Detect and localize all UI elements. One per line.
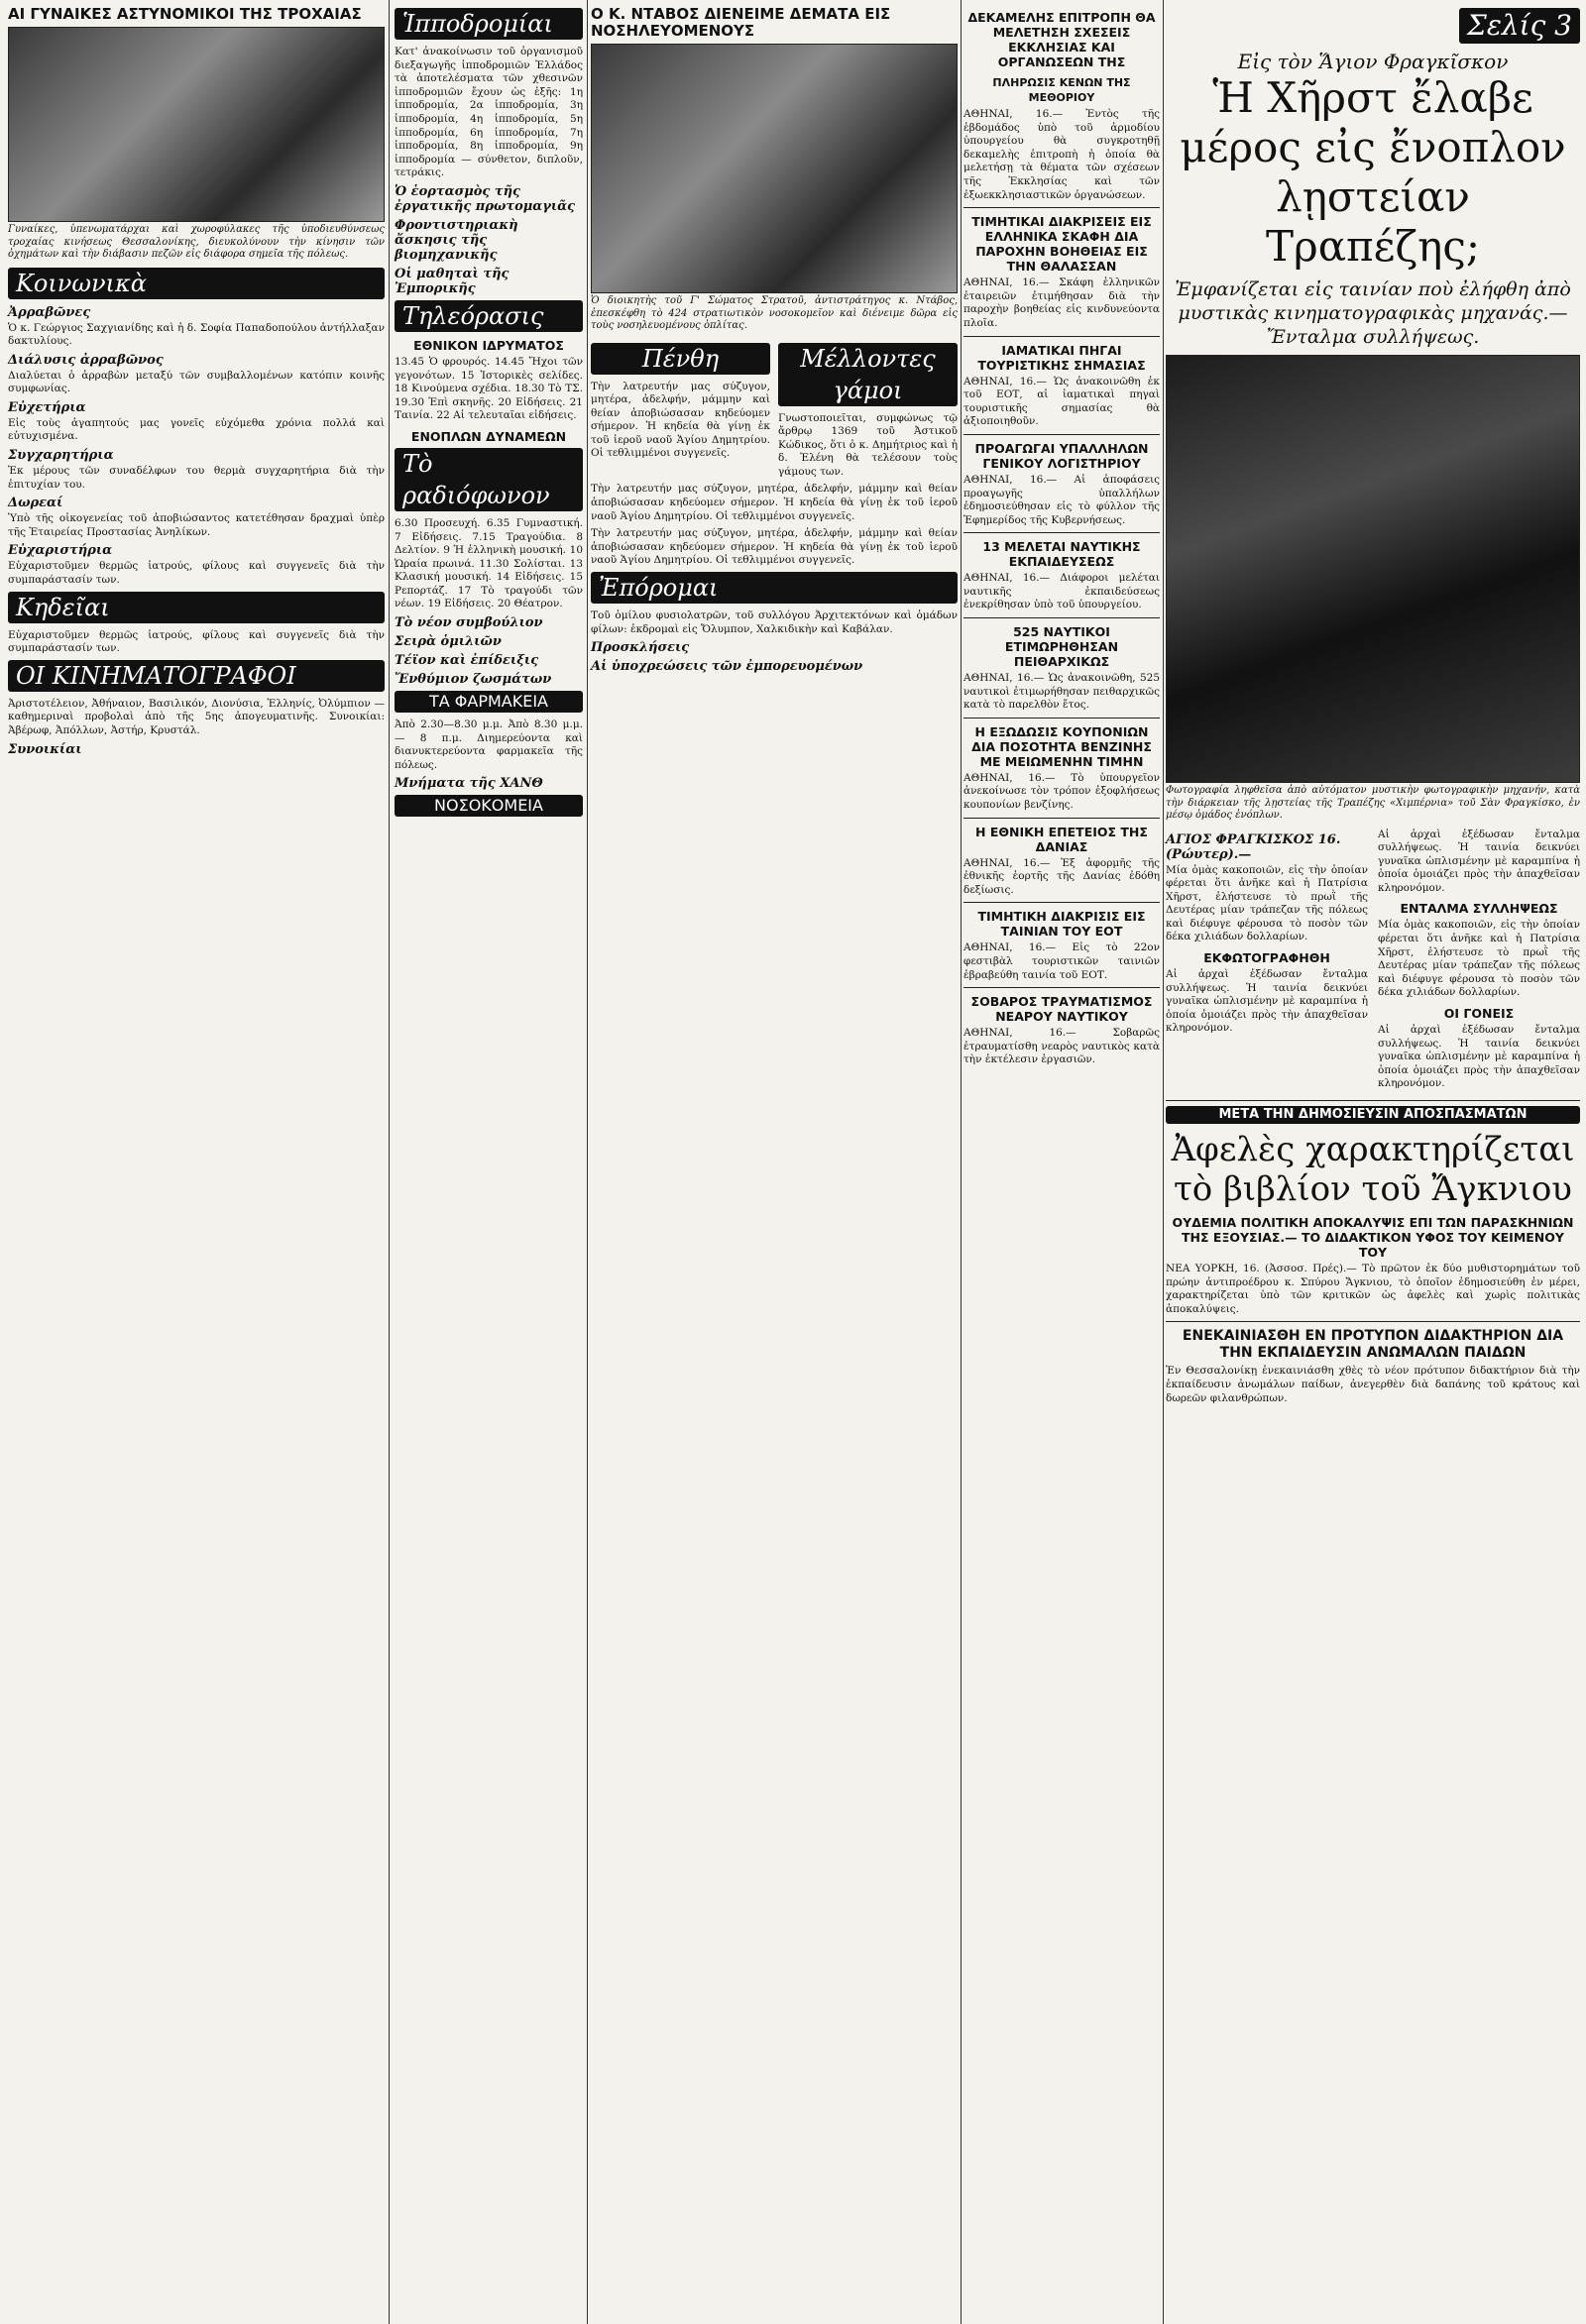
subhead-parents: ΟΙ ΓΟΝΕΙΣ bbox=[1443, 1006, 1515, 1022]
misc-sub: Οἱ μαθηταὶ τῆς Ἐμπορικῆς bbox=[395, 266, 510, 296]
misc-sub: Σειρὰ ὁμιλιῶν bbox=[395, 634, 502, 650]
social-sub: Ἀρραβῶνες bbox=[8, 304, 91, 320]
weddings-text: Γνωστοποιεῖται, συμφώνως τῷ ἄρθρῳ 1369 τοῦ Ἀστικοῦ Κώδικος, ὅτι ὁ κ. Δημήτριος καὶ ἡ δ. Ἑλένη θὰ τελέσουν τοὺς γάμους των. bbox=[778, 411, 958, 478]
racing-heading: Ἱπποδρομίαι bbox=[395, 8, 583, 40]
springs-text: ΑΘΗΝΑΙ, 16.— Ὡς ἀνακοινῶθη ἐκ τοῦ ΕΟΤ, αἱ ἰαματικαὶ πηγαὶ τουριστικῆς σημασίας θὰ ἀξιοποιηθοῦν. bbox=[963, 375, 1160, 428]
headline-denmark: Η ΕΘΝΙΚΗ ΕΠΕΤΕΙΟΣ ΤΗΣ ΔΑΝΙΑΣ bbox=[975, 824, 1148, 854]
social-text: Εὐχαριστοῦμεν θερμῶς ἰατρούς, φίλους καὶ συγγενεῖς διὰ τὴν συμπαράστασίν των. bbox=[8, 560, 385, 587]
excursions-text: Τοῦ ὁμίλου φυσιολατρῶν, τοῦ συλλόγου Ἀρχιτεκτόνων καὶ ὁμάδων φίλων: ἐκδρομαὶ εἰς Ὄλυμπον, Χαλκιδικὴν καὶ Καβάλαν. bbox=[591, 609, 958, 635]
social-text: Εἰς τοὺς ἀγαπητούς μας γονεῖς εὐχόμεθα χρόνια πολλά καὶ εὐτυχισμένα. bbox=[8, 416, 385, 443]
misc-sub: Ὁ ἑορτασμὸς τῆς ἐργατικῆς πρωτομαγιᾶς bbox=[395, 183, 576, 214]
headline-ships: ΤΙΜΗΤΙΚΑΙ ΔΙΑΚΡΙΣΕΙΣ ΕΙΣ ΕΛΛΗΝΙΚΑ ΣΚΑΦΗ ΔΙΑ ΠΑΡΟΧΗΝ ΒΟΗΘΕΙΑΣ ΕΙΣ ΤΗΝ ΘΑΛΑΣΣΑΝ bbox=[971, 214, 1152, 275]
cinema-text: Ἀριστοτέλειον, Ἀθήναιον, Βασιλικόν, Διονύσια, Ἐλληνίς, Ὀλύμπιον — καθημεριναὶ προβολαὶ ἀπὸ τῆς 5ης ἀπογευματινῆς. Συνοικίαι: Ἀβέρωφ, Ἀπόλλων, Ἀστήρ, Κρυστάλ. bbox=[8, 697, 385, 736]
caption-traffic-police: Γυναίκες, ὑπενωματάρχαι καὶ χωροφύλακες τῆς ὑποδιευθύνσεως τροχαίας κινήσεως Θεσσαλονίκης, διευκολύνουν τὴν κίνησιν τῶν ὀχημάτων καὶ τὴν διάβασιν πεζῶν εἰς διάφορα σημεῖα τῆς πόλεως. bbox=[8, 224, 385, 260]
naval-studies-text: ΑΘΗΝΑΙ, 16.— Διάφοροι μελέται ναυτικῆς ἐκπαιδεύσεως ἐνεκρίθησαν ὑπὸ τοῦ ὑπουργείου. bbox=[963, 572, 1160, 611]
weddings-block bbox=[778, 339, 958, 484]
hospitals-heading: ΝΟΣΟΚΟΜΕΙΑ bbox=[395, 795, 583, 817]
photo-traffic-police bbox=[8, 27, 385, 222]
tv-channel: ΕΘΝΙΚΟΝ ΙΔΡΥΜΑΤΟΣ bbox=[413, 337, 564, 353]
headline-coupons: Η ΕΞΩΔΩΣΙΣ ΚΟΥΠΟΝΙΩΝ ΔΙΑ ΠΟΣΟΤΗΤΑ ΒΕΝΖΙΝΗΣ ΜΕ ΜΕΙΩΜΕΝΗΝ ΤΙΜΗΝ bbox=[971, 723, 1152, 769]
social-text: Ὑπὸ τῆς οἰκογενείας τοῦ ἀποβιώσαντος κατετέθησαν δραχμαὶ ὑπὲρ τῆς Ἑταιρείας Προστασίας Ἀνηλίκων. bbox=[8, 512, 385, 538]
mourning-text: Τὴν λατρευτήν μας σύζυγον, μητέρα, ἀδελφήν, μάμμην καὶ θείαν ἀποβιώσασαν κηδεύομεν σήμερον. Ἡ κηδεία θὰ γίνῃ ἐκ τοῦ ἱεροῦ ναοῦ Ἁγίου Δημητρίου. Οἱ τεθλιμμένοι συγγενεῖς. bbox=[591, 380, 770, 460]
coupons-text: ΑΘΗΝΑΙ, 16.— Τὸ ὑπουργεῖον ἀνεκοίνωσε τὸν τρόπον ἐξοφλήσεως κουπονίων βενζίνης. bbox=[963, 771, 1160, 812]
radio-text: 6.30 Προσευχή. 6.35 Γυμναστική. 7 Εἰδήσεις. 7.15 Τραγούδια. 8 Δελτίον. 9 Ἡ ἑλληνικὴ μουσική. 10 Ὡραία πρωινά. 11.30 Σολίσται. 13 Κλασική μουσική. 14 Εἰδήσεις. 15 Ρεπορτάζ. 17 Τὸ τραγούδι τῶν νέων. 19 Εἰδήσεις. 20 Θέατρον. bbox=[395, 516, 583, 610]
hearst-story-row bbox=[1166, 829, 1580, 1096]
misc-sub: Μνήματα τῆς ΧΑΝΘ bbox=[395, 776, 543, 792]
headline-injury: ΣΟΒΑΡΟΣ ΤΡΑΥΜΑΤΙΣΜΟΣ ΝΕΑΡΟΥ ΝΑΥΤΙΚΟΥ bbox=[970, 994, 1153, 1025]
agnew-kicker: ΜΕΤΑ ΤΗΝ ΔΗΜΟΣΙΕΥΣΙΝ ΑΠΟΣΠΑΣΜΑΤΩΝ bbox=[1166, 1106, 1580, 1124]
tv-text: 13.45 Ὁ φρουρός. 14.45 Ἤχοι τῶν γεγονότων. 15 Ἰστορικὲς σελίδες. 18 Κινούμενα σχέδια. 18.30 Τὸ ΤΣ. 19.30 Ἐπὶ σκηνῆς. 20 Εἰδήσεις. 21 Ταινία. 22 Αἱ τελευταῖαι εἰδήσεις. bbox=[395, 355, 583, 422]
mourning-block bbox=[591, 339, 770, 484]
promotions-text: ΑΘΗΝΑΙ, 16.— Αἱ ἀποφάσεις προαγωγῆς ὑπαλλήλων ἐδημοσιεύθησαν εἰς τὸ φύλλον τῆς Ἐφημερίδος τῆς Κυβερνήσεως. bbox=[963, 473, 1160, 526]
weddings-heading: Μέλλοντες γάμοι bbox=[778, 343, 958, 406]
divider bbox=[963, 617, 1160, 618]
pharmacies-heading: ΤΑ ΦΑΡΜΑΚΕΙΑ bbox=[395, 691, 583, 713]
caption-ntavos: Ὁ διοικητὴς τοῦ Γ' Σώματος Στρατοῦ, ἀντιστράτηγος κ. Ντάβος, ἐπεσκέφθη τὸ 424 στρατιωτικὸν νοσοκομεῖον καὶ διένειμε δῶρα εἰς τοὺς νοσηλευομένους ὁπλίτας. bbox=[591, 295, 958, 331]
hearst-text-a: Μία ὁμὰς κακοποιῶν, εἰς τὴν ὁποίαν φέρεται ὅτι ἀνῆκε καὶ ἡ Πατρίσια Χῆρστ, ἐλήστευσε τὸ πρωῒ τῆς Δευτέρας μίαν τράπεζαν τῆς πόλεως καὶ διέφυγε φέρουσα τὸ ποσὸν τῶν δέκα χιλιάδων δολλαρίων. bbox=[1166, 863, 1368, 943]
section-badge: Σελίς 3 bbox=[1459, 8, 1580, 44]
column-4 bbox=[963, 4, 1160, 1071]
sailors-text: ΑΘΗΝΑΙ, 16.— Ὡς ἀνακοινῶθη, 525 ναυτικοὶ ἐτιμωρήθησαν πειθαρχικῶς κατὰ τὸ παρελθὸν ἔτος. bbox=[963, 672, 1160, 712]
divider bbox=[963, 207, 1160, 208]
school-text: Ἐν Θεσσαλονίκῃ ἐνεκαινιάσθη χθὲς τὸ νέον πρότυπον διδακτήριον διὰ τὴν ἐκπαίδευσιν ἀνωμάλων παίδων, ἀνεγερθὲν διὰ δαπάνης τοῦ κράτους καὶ δωρεῶν φιλανθρώπων. bbox=[1166, 1365, 1580, 1404]
mourning-weddings-row bbox=[591, 339, 958, 484]
section-badge-wrap bbox=[1166, 4, 1580, 50]
divider bbox=[963, 987, 1160, 988]
social-sub: Συγχαρητήρια bbox=[8, 448, 114, 464]
headline-naval-studies: 13 ΜΕΛΕΤΑΙ ΝΑΥΤΙΚΗΣ ΕΚΠΑΙΔΕΥΣΕΩΣ bbox=[982, 539, 1141, 570]
column-1 bbox=[8, 4, 385, 759]
tv-heading: Τηλεόρασις bbox=[395, 300, 583, 332]
food-heading: Ἔνθύμιον ζωσμάτων bbox=[395, 672, 552, 688]
dateline: ΑΓΙΟΣ ΦΡΑΓΚΙΣΚΟΣ 16. (Ρώυτερ).— bbox=[1166, 831, 1341, 862]
agnew-text: ΝΕΑ ΥΟΡΚΗ, 16. (Ἀσσοσ. Πρές).— Τὸ πρῶτον ἐκ δύο μυθιστορημάτων τοῦ πρώην ἀντιπροέδρου κ. Σπύρου Ἄγκνιου, τὸ ὁποῖον ἐδημοσιεύθη ἐν μέρει, χαρακτηρίζεται ὑπὸ τῶν κριτικῶν ὡς ἀφελὲς καὶ χωρὶς πολιτικὰς ἀποκαλύψεις. bbox=[1166, 1263, 1580, 1315]
misc-sub: Τέϊον καὶ ἐπίδειξις bbox=[395, 653, 539, 669]
mourning-text-3: Τὴν λατρευτήν μας σύζυγον, μητέρα, ἀδελφήν, μάμμην καὶ θείαν ἀποβιώσασαν κηδεύομεν σήμερον. Ἡ κηδεία θὰ γίνῃ ἐκ τοῦ ἱεροῦ ναοῦ Ἁγίου Δημητρίου. Οἱ τεθλιμμένοι συγγενεῖς. bbox=[591, 527, 958, 567]
column-3 bbox=[591, 4, 958, 676]
radio-heading: Τὸ ραδιόφωνον bbox=[395, 448, 583, 511]
divider bbox=[963, 336, 1160, 337]
social-text: Ὁ κ. Γεώργιος Σαχγιανίδης καὶ ἡ δ. Σοφία Παπαδοπούλου ἀντήλλαξαν δακτυλίους. bbox=[8, 321, 385, 348]
subhead-hearst: Ἐμφανίζεται εἰς ταινίαν ποὺ ἐλήφθη ἀπὸ μυστικὰς κινηματογραφικὰς μηχανάς.— Ἔνταλμα συλλήψεως. bbox=[1175, 278, 1571, 348]
headline-church-committee: ΔΕΚΑΜΕΛΗΣ ΕΠΙΤΡΟΠΗ ΘΑ ΜΕΛΕΤΗΣΗ ΣΧΕΣΕΙΣ ΕΚΚΛΗΣΙΑΣ ΚΑΙ ΟΡΓΑΝΩΣΕΩΝ ΤΗΣ bbox=[967, 10, 1156, 69]
social-sub: Εὐχαριστήρια bbox=[8, 543, 113, 559]
divider bbox=[1166, 1100, 1580, 1101]
hearst-story-right bbox=[1378, 829, 1580, 1096]
ships-text: ΑΘΗΝΑΙ, 16.— Σκάφη ἑλληνικῶν ἑταιρειῶν ἐτιμήθησαν διὰ τὴν παροχὴν βοηθείας εἰς κινδυνεύοντα πλοῖα. bbox=[963, 277, 1160, 329]
headline-ntavos: Ο Κ. ΝΤΑΒΟΣ ΔΙΕΝΕΙΜΕ ΔΕΜΑΤΑ ΕΙΣ ΝΟΣΗΛΕΥΟΜΕΝΟΥΣ bbox=[591, 5, 891, 40]
social-sub: Διάλυσις ἀρραβῶνος bbox=[8, 352, 164, 368]
funeral-text: Εὐχαριστοῦμεν θερμῶς ἰατρούς, φίλους καὶ συγγενεῖς διὰ τὴν συμπαράστασίν των. bbox=[8, 628, 385, 655]
headline-promotions: ΠΡΟΑΓΩΓΑΙ ΥΠΑΛΛΗΛΩΝ ΓΕΝΙΚΟΥ ΛΟΓΙΣΤΗΡΙΟΥ bbox=[974, 440, 1149, 471]
headline-springs: ΙΑΜΑΤΙΚΑΙ ΠΗΓΑΙ ΤΟΥΡΙΣΤΙΚΗΣ ΣΗΜΑΣΙΑΣ bbox=[977, 342, 1146, 373]
social-sub: Δωρεαί bbox=[8, 496, 63, 511]
subhead-agnew: ΟΥΔΕΜΙΑ ΠΟΛΙΤΙΚΗ ΑΠΟΚΑΛΥΨΙΣ ΕΠΙ ΤΩΝ ΠΑΡΑΣΚΗΝΙΩΝ ΤΗΣ ΕΞΟΥΣΙΑΣ.— ΤΟ ΔΙΔΑΚΤΙΚΟΝ ΥΦΟΣ ΤΟΥ ΚΕΙΜΕΝΟΥ ΤΟΥ bbox=[1172, 1215, 1574, 1260]
hearst-story-left bbox=[1166, 829, 1368, 1096]
hearst-text-b: Αἱ ἀρχαὶ ἐξέδωσαν ἔνταλμα συλλήψεως. Ἡ ταινία δεικνύει γυναῖκα ὡπλισμένην μὲ καραμπίνα ἡ ὁποία ὁμοιάζει πρὸς τὴν ἀπαχθεῖσαν κληρονόμον. bbox=[1166, 968, 1368, 1035]
social-text: Ἐκ μέρους τῶν συναδέλφων του θερμὰ συγχαρητήρια διὰ τὴν ἐπιτυχίαν του. bbox=[8, 465, 385, 491]
subhead-border: ΠΛΗΡΩΣΙΣ ΚΕΝΩΝ ΤΗΣ ΜΕΘΟΡΙΟΥ bbox=[992, 76, 1131, 104]
tenders-heading: Προσκλήσεις bbox=[591, 640, 690, 656]
hearst-text-b2: Αἱ ἀρχαὶ ἐξέδωσαν ἔνταλμα συλλήψεως. Ἡ ταινία δεικνύει γυναῖκα ὡπλισμένην μὲ καραμπίνα ἡ ὁποία ὁμοιάζει πρὸς τὴν ἀπαχθεῖσαν κληρονόμον. bbox=[1378, 828, 1580, 894]
excursions-heading: Ἐπόρομαι bbox=[591, 572, 958, 604]
column-rule bbox=[1163, 0, 1164, 2324]
mourning-text-2: Τὴν λατρευτήν μας σύζυγον, μητέρα, ἀδελφήν, μάμμην καὶ θείαν ἀποβιώσασαν κηδεύομεν σήμερον. Ἡ κηδεία θὰ γίνῃ ἐκ τοῦ ἱεροῦ ναοῦ Ἁγίου Δημητρίου. Οἱ τεθλιμμένοι συγγενεῖς. bbox=[591, 483, 958, 522]
headline-hearst: Ἡ Χῆρστ ἔλαβε μέρος εἰς ἔνοπλον λῃστείαν Τραπέζης; bbox=[1180, 73, 1566, 271]
divider bbox=[963, 902, 1160, 903]
photo-bank-robbery bbox=[1166, 355, 1580, 783]
column-rule bbox=[961, 0, 962, 2324]
social-sub: Εὐχετήρια bbox=[8, 399, 86, 415]
funeral-section-heading: Κηδεῖαι bbox=[8, 592, 385, 623]
headline-school: ΕΝΕΚΑΙΝΙΑΣΘΗ ΕΝ ΠΡΟΤΥΠΟΝ ΔΙΔΑΚΤΗΡΙΟΝ ΔΙΑ ΤΗΝ ΕΚΠΑΙΔΕΥΣΙΝ ΑΝΩΜΑΛΩΝ ΠΑΙΔΩΝ bbox=[1182, 1328, 1564, 1362]
mourning-heading: Πένθη bbox=[591, 343, 770, 375]
column-rule bbox=[587, 0, 588, 2324]
headline-agnew: Ἀφελὲς χαρακτηρίζεται τὸ βιβλίον τοῦ Ἄγκνιου bbox=[1171, 1130, 1575, 1209]
caption-bank-robbery: Φωτογραφία ληφθεῖσα ἀπὸ αὐτόματον μυστικὴν φωτογραφικὴν μηχανήν, κατὰ τὴν διάρκειαν τῆς λῃστείας τῆς Τραπέζης «Χιμπέρνια» τοῦ Σὰν Φραγκίσκο, ἐν μέσῳ ὁμάδος ἐνόπλων. bbox=[1166, 785, 1580, 821]
column-2 bbox=[395, 4, 583, 823]
hearst-text-a2: Μία ὁμὰς κακοποιῶν, εἰς τὴν ὁποίαν φέρεται ὅτι ἀνῆκε καὶ ἡ Πατρίσια Χῆρστ, ἐλήστευσε τὸ πρωῒ τῆς Δευτέρας μίαν τράπεζαν τῆς πόλεως καὶ διέφυγε φέρουσα τὸ ποσὸν τῶν δέκα χιλιάδων δολλαρίων. bbox=[1378, 919, 1580, 999]
injury-text: ΑΘΗΝΑΙ, 16.— Σοβαρῶς ἐτραυματίσθη νεαρὸς ναυτικὸς κατὰ τὴν ἐκτέλεσιν ἐργασιῶν. bbox=[963, 1027, 1160, 1066]
photo-ntavos bbox=[591, 44, 958, 293]
headline-eot-film: ΤΙΜΗΤΙΚΗ ΔΙΑΚΡΙΣΙΣ ΕΙΣ ΤΑΙΝΙΑΝ ΤΟΥ ΕΟΤ bbox=[977, 909, 1146, 940]
divider bbox=[963, 718, 1160, 719]
social-section-heading: Κοινωνικὰ bbox=[8, 268, 385, 299]
church-text: ΑΘΗΝΑΙ, 16.— Ἐντὸς τῆς ἑβδομάδος ὑπὸ τοῦ ἀρμοδίου ὑπουργείου θὰ συγκροτηθῇ δεκαμελὴς ἐπιτροπὴ ἡ ὁποία θὰ μελετήσῃ τὰ θέματα τῶν σχέσεων τῆς Ἐκκλησίας καὶ τῶν ἐξωεκκλησιαστικῶν ὀργανώσεων. bbox=[963, 108, 1160, 201]
misc-sub: Φροντιστηριακὴ ἄσκησις τῆς βιομηχανικῆς bbox=[395, 217, 518, 263]
hearst-text-c: Αἱ ἀρχαὶ ἐξέδωσαν ἔνταλμα συλλήψεως. Ἡ ταινία δεικνύει γυναῖκα ὡπλισμένην μὲ καραμπίνα ἡ ὁποία ὁμοιάζει πρὸς τὴν ἀπαχθεῖσαν κληρονόμον. bbox=[1378, 1024, 1580, 1090]
divider bbox=[963, 818, 1160, 819]
suburbs-heading: Συνοικίαι bbox=[8, 741, 82, 757]
merchants-heading: Αἱ ὑποχρεώσεις τῶν ἐμπορευομένων bbox=[591, 659, 863, 675]
headline-sailors: 525 ΝΑΥΤΙΚΟΙ ΕΤΙΜΩΡΗΘΗΣΑΝ ΠΕΙΘΑΡΧΙΚΩΣ bbox=[1004, 624, 1119, 670]
misc-sub: Τὸ νέον συμβούλιον bbox=[395, 615, 543, 631]
subhead-photographed: ΕΚΦΩΤΟΓΡΑΦΗΘΗ bbox=[1203, 950, 1330, 966]
top-note: Εἰς τὸν Ἅγιον Φραγκῖσκον bbox=[1237, 50, 1509, 73]
social-text: Διαλύεται ὁ ἀρραβὼν μεταξύ τῶν συμβαλλομένων κατόπιν κοινῆς συμφωνίας. bbox=[8, 369, 385, 395]
divider bbox=[963, 532, 1160, 533]
column-5 bbox=[1166, 4, 1580, 1409]
eot-film-text: ΑΘΗΝΑΙ, 16.— Εἰς τὸ 22ον φεστιβὰλ τουριστικῶν ταινιῶν ἐβραβεύθη ταινία τοῦ ΕΟΤ. bbox=[963, 941, 1160, 981]
divider bbox=[1166, 1321, 1580, 1322]
pharmacies-text: Ἀπὸ 2.30—8.30 μ.μ. Ἀπὸ 8.30 μ.μ.— 8 π.μ. Διημερεύοντα καὶ διανυκτερεύοντα φαρμακεῖα τῆς πόλεως. bbox=[395, 719, 583, 771]
racing-text: Κατ' ἀνακοίνωσιν τοῦ ὀργανισμοῦ διεξαγωγῆς ἱπποδρομιῶν Ἑλλάδος τὰ ἀποτελέσματα τῶν χθεσινῶν ἱπποδρομιῶν ἔχουν ὡς ἑξῆς: 1η ἱπποδρομία, 2α ἱπποδρομία, 3η ἱπποδρομία, 4η ἱπποδρομία, 5η ἱπποδρομία, 6η ἱπποδρομία, 7η ἱπποδρομία, 8η ἱπποδρομία, 9η ἱπποδρομία — σύνθετον, διπλοῦν, τετράκις. bbox=[395, 46, 583, 179]
column-rule bbox=[389, 0, 390, 2324]
headline-traffic-police: ΑΙ ΓΥΝΑΙΚΕΣ ΑΣΤΥΝΟΜΙΚΟΙ ΤΗΣ ΤΡΟΧΑΙΑΣ bbox=[8, 5, 362, 23]
denmark-text: ΑΘΗΝΑΙ, 16.— Ἐξ ἀφορμῆς τῆς ἐθνικῆς ἑορτῆς τῆς Δανίας ἐδόθη δεξίωσις. bbox=[963, 856, 1160, 896]
tv-channel: ΕΝΟΠΛΩΝ ΔΥΝΑΜΕΩΝ bbox=[410, 428, 567, 444]
divider bbox=[963, 434, 1160, 435]
subhead-warrant: ΕΝΤΑΛΜΑ ΣΥΛΛΗΨΕΩΣ bbox=[1400, 901, 1558, 917]
cinema-section-heading: ΟΙ ΚΙΝΗΜΑΤΟΓΡΑΦΟΙ bbox=[8, 660, 385, 692]
